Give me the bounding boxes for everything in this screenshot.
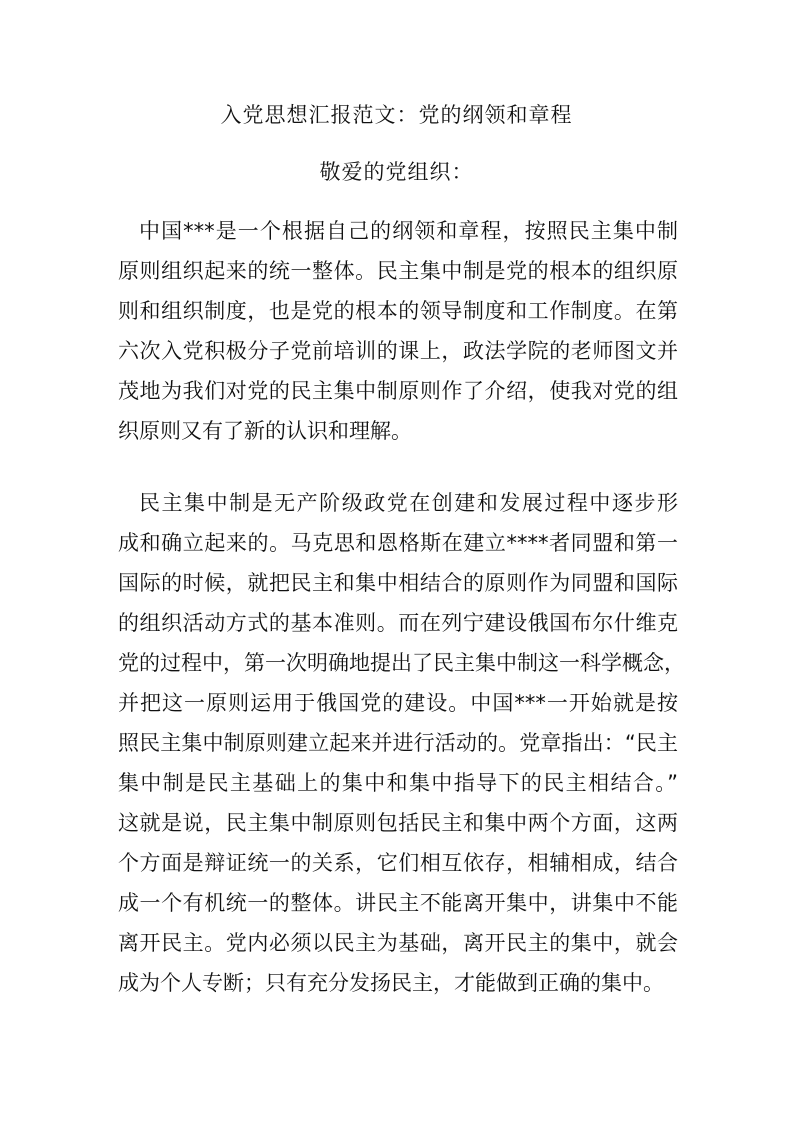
paragraph-line: 的组织活动方式的基本准则。而在列宁建设俄国布尔什维克 [118,611,678,635]
paragraph-line: 这就是说，民主集中制原则包括民主和集中两个方面，这两 [118,811,678,835]
salutation: 敬爱的党组织： [319,160,474,184]
paragraph-line: 则和组织制度，也是党的根本的领导制度和工作制度。在第 [118,299,678,323]
paragraph-spacing [118,451,678,483]
paragraph-line: 原则组织起来的统一整体。民主集中制是党的根本的组织原 [118,259,678,283]
paragraph-line: 成一个有机统一的整体。讲民主不能离开集中，讲集中不能 [118,891,678,915]
document-body [118,211,685,1003]
paragraph-line: 中国***是一个根据自己的纲领和章程，按照民主集中制 [139,219,678,243]
paragraph-line: 离开民主。党内必须以民主为基础，离开民主的集中，就会 [118,931,678,955]
paragraph-line: 六次入党积极分子党前培训的课上，政法学院的老师图文并 [118,339,678,363]
paragraph-line: 成为个人专断；只有充分发扬民主，才能做到正确的集中。 [118,971,664,995]
paragraph-1 [118,211,678,451]
paragraph-line: 个方面是辩证统一的关系，它们相互依存，相辅相成，结合 [118,851,678,875]
paragraph-line: 集中制是民主基础上的集中和集中指导下的民主相结合。” [118,771,678,795]
document-title: 入党思想汇报范文：党的纲领和章程 [220,103,573,127]
paragraph-line: 照民主集中制原则建立起来并进行活动的。党章指出：“民主 [118,731,678,755]
paragraph-line: 党的过程中，第一次明确地提出了民主集中制这一科学概念， [118,651,685,675]
paragraph-line: 并把这一原则运用于俄国党的建设。中国***一开始就是按 [118,691,678,715]
paragraph-line: 茂地为我们对党的民主集中制原则作了介绍，使我对党的组 [118,379,678,403]
paragraph-line: 织原则又有了新的认识和理解。 [118,419,412,443]
paragraph-line: 国际的时候，就把民主和集中相结合的原则作为同盟和国际 [118,571,678,595]
paragraph-line: 成和确立起来的。马克思和恩格斯在建立****者同盟和第一 [118,531,678,555]
paragraph-2 [118,483,685,1003]
paragraph-line: 民主集中制是无产阶级政党在创建和发展过程中逐步形 [139,491,678,515]
